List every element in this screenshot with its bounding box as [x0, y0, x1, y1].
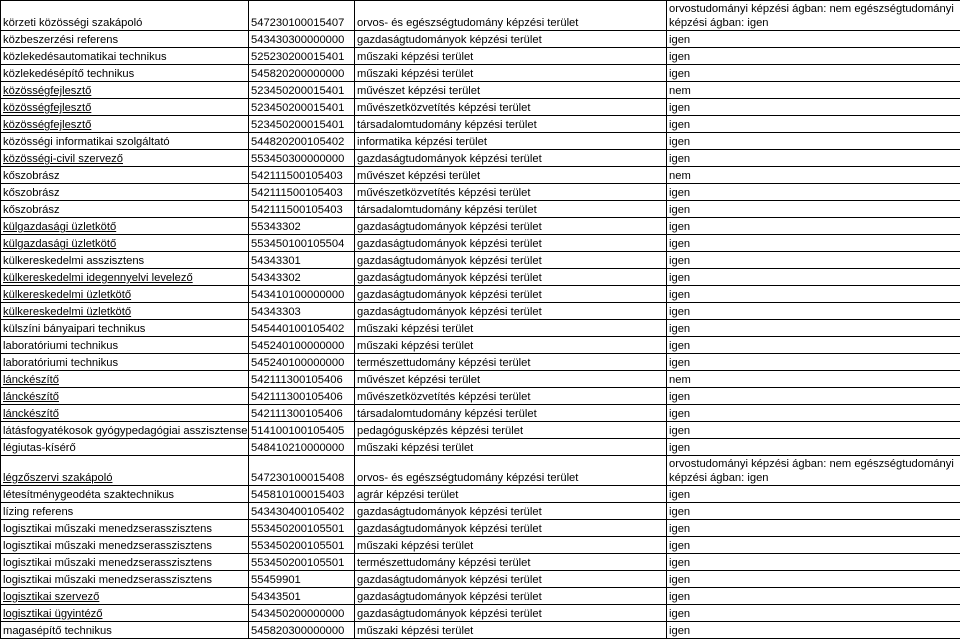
cell-field: gazdaságtudományok képzési terület [355, 286, 667, 303]
cell-code: 542111500105403 [249, 201, 355, 218]
cell-flag: igen [667, 184, 960, 201]
cell-field: orvos- és egészségtudomány képzési terület [355, 1, 667, 31]
cell-field: agrár képzési terület [355, 486, 667, 503]
cell-field: gazdaságtudományok képzési terület [355, 571, 667, 588]
cell-field: műszaki képzési terület [355, 337, 667, 354]
cell-name: logisztikai műszaki menedzserasszisztens [1, 520, 249, 537]
cell-name: létesítménygeodéta szaktechnikus [1, 486, 249, 503]
cell-code: 553450200105501 [249, 537, 355, 554]
cell-field: művészet képzési terület [355, 167, 667, 184]
cell-flag: igen [667, 554, 960, 571]
cell-code: 542111500105403 [249, 184, 355, 201]
cell-code: 545820300000000 [249, 622, 355, 639]
cell-name: lánckészítő [1, 405, 249, 422]
cell-field: műszaki képzési terület [355, 48, 667, 65]
table-row [1, 622, 960, 639]
cell-name: logisztikai szervező [1, 588, 249, 605]
cell-field: társadalomtudomány képzési terület [355, 201, 667, 218]
table-row [1, 252, 960, 269]
cell-name: külkereskedelmi üzletkötő [1, 303, 249, 320]
cell-code: 553450200105501 [249, 554, 355, 571]
table-row [1, 503, 960, 520]
cell-name: logisztikai műszaki menedzserasszisztens [1, 537, 249, 554]
cell-code: 543430400105402 [249, 503, 355, 520]
cell-flag: orvostudományi képzési ágban: nem egészségtudományi képzési ágban: igen [667, 1, 960, 31]
cell-flag: igen [667, 605, 960, 622]
table-row [1, 337, 960, 354]
table-row [1, 116, 960, 133]
table-row [1, 201, 960, 218]
cell-flag: igen [667, 622, 960, 639]
cell-name: laboratóriumi technikus [1, 354, 249, 371]
cell-field: gazdaságtudományok képzési terület [355, 503, 667, 520]
cell-field: művészetközvetítés képzési terület [355, 99, 667, 116]
cell-code: 542111300105406 [249, 405, 355, 422]
cell-name: logisztikai műszaki menedzserasszisztens [1, 571, 249, 588]
table-row [1, 456, 960, 486]
cell-field: gazdaságtudományok képzési terület [355, 605, 667, 622]
cell-code: 54343501 [249, 588, 355, 605]
cell-field: gazdaságtudományok képzési terület [355, 588, 667, 605]
table-row [1, 354, 960, 371]
cell-flag: igen [667, 48, 960, 65]
cell-field: gazdaságtudományok képzési terület [355, 150, 667, 167]
table-row [1, 571, 960, 588]
cell-field: társadalomtudomány képzési terület [355, 405, 667, 422]
cell-flag: igen [667, 588, 960, 605]
cell-code: 545240100000000 [249, 337, 355, 354]
table-row [1, 167, 960, 184]
cell-code: 545440100105402 [249, 320, 355, 337]
cell-name: logisztikai ügyintéző [1, 605, 249, 622]
cell-flag: igen [667, 116, 960, 133]
cell-field: gazdaságtudományok képzési terület [355, 235, 667, 252]
table-row [1, 184, 960, 201]
cell-name: közlekedésépítő technikus [1, 65, 249, 82]
cell-flag: orvostudományi képzési ágban: nem egészségtudományi képzési ágban: igen [667, 456, 960, 486]
table-row [1, 588, 960, 605]
table-row [1, 31, 960, 48]
table-row [1, 99, 960, 116]
cell-code: 548410210000000 [249, 439, 355, 456]
table-row [1, 303, 960, 320]
cell-name: külkereskedelmi asszisztens [1, 252, 249, 269]
cell-name: kőszobrász [1, 201, 249, 218]
cell-field: gazdaságtudományok képzési terület [355, 31, 667, 48]
cell-flag: igen [667, 252, 960, 269]
cell-name: lízing referens [1, 503, 249, 520]
cell-field: pedagógusképzés képzési terület [355, 422, 667, 439]
cell-field: informatika képzési terület [355, 133, 667, 150]
cell-flag: igen [667, 286, 960, 303]
cell-code: 544820200105402 [249, 133, 355, 150]
cell-field: művészetközvetítés képzési terület [355, 184, 667, 201]
cell-code: 514100100105405 [249, 422, 355, 439]
cell-code: 523450200015401 [249, 99, 355, 116]
cell-code: 542111300105406 [249, 371, 355, 388]
cell-code: 54343301 [249, 252, 355, 269]
cell-code: 553450100105504 [249, 235, 355, 252]
cell-code: 525230200015401 [249, 48, 355, 65]
table-row [1, 269, 960, 286]
cell-flag: igen [667, 537, 960, 554]
cell-flag: nem [667, 167, 960, 184]
cell-flag: igen [667, 337, 960, 354]
cell-field: művészetközvetítés képzési terület [355, 388, 667, 405]
cell-field: műszaki képzési terület [355, 439, 667, 456]
cell-name: körzeti közösségi szakápoló [1, 1, 249, 31]
cell-name: közösségi informatikai szolgáltató [1, 133, 249, 150]
cell-field: műszaki képzési terület [355, 65, 667, 82]
cell-flag: nem [667, 371, 960, 388]
cell-code: 55343302 [249, 218, 355, 235]
cell-code: 543430300000000 [249, 31, 355, 48]
cell-field: műszaki képzési terület [355, 320, 667, 337]
table-row [1, 320, 960, 337]
cell-field: gazdaságtudományok képzési terület [355, 269, 667, 286]
table-row [1, 388, 960, 405]
cell-flag: nem [667, 82, 960, 99]
cell-name: légiutas-kísérő [1, 439, 249, 456]
cell-code: 545820200000000 [249, 65, 355, 82]
table-row [1, 439, 960, 456]
table-body [1, 1, 960, 639]
cell-code: 523450200015401 [249, 116, 355, 133]
cell-name: külszíni bányaipari technikus [1, 320, 249, 337]
cell-field: gazdaságtudományok képzési terület [355, 520, 667, 537]
cell-name: közösségfejlesztő [1, 116, 249, 133]
table-row [1, 150, 960, 167]
cell-code: 542111500105403 [249, 167, 355, 184]
cell-name: légzőszervi szakápoló [1, 456, 249, 486]
cell-flag: igen [667, 235, 960, 252]
cell-code: 542111300105406 [249, 388, 355, 405]
table-row [1, 1, 960, 31]
table-row [1, 605, 960, 622]
cell-name: magasépítő technikus [1, 622, 249, 639]
cell-name: közlekedésautomatikai technikus [1, 48, 249, 65]
cell-name: külkereskedelmi üzletkötő [1, 286, 249, 303]
cell-name: külgazdasági üzletkötő [1, 235, 249, 252]
cell-name: közösségfejlesztő [1, 99, 249, 116]
cell-flag: igen [667, 503, 960, 520]
cell-name: közösségfejlesztő [1, 82, 249, 99]
cell-flag: igen [667, 150, 960, 167]
cell-flag: igen [667, 99, 960, 116]
cell-name: közbeszerzési referens [1, 31, 249, 48]
cell-flag: igen [667, 31, 960, 48]
table-row [1, 537, 960, 554]
cell-flag: igen [667, 486, 960, 503]
cell-field: természettudomány képzési terület [355, 554, 667, 571]
table-row [1, 48, 960, 65]
cell-code: 54343302 [249, 269, 355, 286]
cell-flag: igen [667, 354, 960, 371]
cell-code: 54343303 [249, 303, 355, 320]
table-row [1, 218, 960, 235]
table-row [1, 405, 960, 422]
cell-field: természettudomány képzési terület [355, 354, 667, 371]
cell-name: lánckészítő [1, 371, 249, 388]
cell-field: gazdaságtudományok képzési terület [355, 252, 667, 269]
cell-flag: igen [667, 439, 960, 456]
cell-flag: igen [667, 133, 960, 150]
cell-field: műszaki képzési terület [355, 537, 667, 554]
cell-flag: igen [667, 201, 960, 218]
cell-field: művészet képzési terület [355, 371, 667, 388]
table-row [1, 286, 960, 303]
cell-field: művészet képzési terület [355, 82, 667, 99]
table-row [1, 235, 960, 252]
cell-flag: igen [667, 422, 960, 439]
cell-name: külkereskedelmi idegennyelvi levelező [1, 269, 249, 286]
cell-code: 545810100015403 [249, 486, 355, 503]
table-row [1, 422, 960, 439]
cell-field: gazdaságtudományok képzési terület [355, 218, 667, 235]
cell-name: külgazdasági üzletkötő [1, 218, 249, 235]
cell-code: 523450200015401 [249, 82, 355, 99]
cell-flag: igen [667, 571, 960, 588]
cell-flag: igen [667, 65, 960, 82]
table-row [1, 65, 960, 82]
cell-field: orvos- és egészségtudomány képzési terület [355, 456, 667, 486]
cell-code: 553450200105501 [249, 520, 355, 537]
table-row [1, 371, 960, 388]
cell-flag: igen [667, 269, 960, 286]
cell-code: 543450200000000 [249, 605, 355, 622]
cell-name: kőszobrász [1, 184, 249, 201]
table-row [1, 554, 960, 571]
cell-flag: igen [667, 303, 960, 320]
cell-field: gazdaságtudományok képzési terület [355, 303, 667, 320]
table-row [1, 82, 960, 99]
cell-code: 543410100000000 [249, 286, 355, 303]
cell-code: 553450300000000 [249, 150, 355, 167]
cell-name: laboratóriumi technikus [1, 337, 249, 354]
cell-name: logisztikai műszaki menedzserasszisztens [1, 554, 249, 571]
cell-flag: igen [667, 405, 960, 422]
cell-code: 545240100000000 [249, 354, 355, 371]
cell-code: 547230100015407 [249, 1, 355, 31]
cell-flag: igen [667, 388, 960, 405]
cell-code: 55459901 [249, 571, 355, 588]
table-row [1, 486, 960, 503]
cell-field: társadalomtudomány képzési terület [355, 116, 667, 133]
cell-flag: igen [667, 218, 960, 235]
cell-flag: igen [667, 320, 960, 337]
cell-code: 547230100015408 [249, 456, 355, 486]
cell-flag: igen [667, 520, 960, 537]
table-row [1, 133, 960, 150]
cell-name: lánckészítő [1, 388, 249, 405]
cell-name: kőszobrász [1, 167, 249, 184]
cell-field: műszaki képzési terület [355, 622, 667, 639]
cell-name: közösségi-civil szervező [1, 150, 249, 167]
table-row [1, 520, 960, 537]
cell-name: látásfogyatékosok gyógypedagógiai asszisztense [1, 422, 249, 439]
